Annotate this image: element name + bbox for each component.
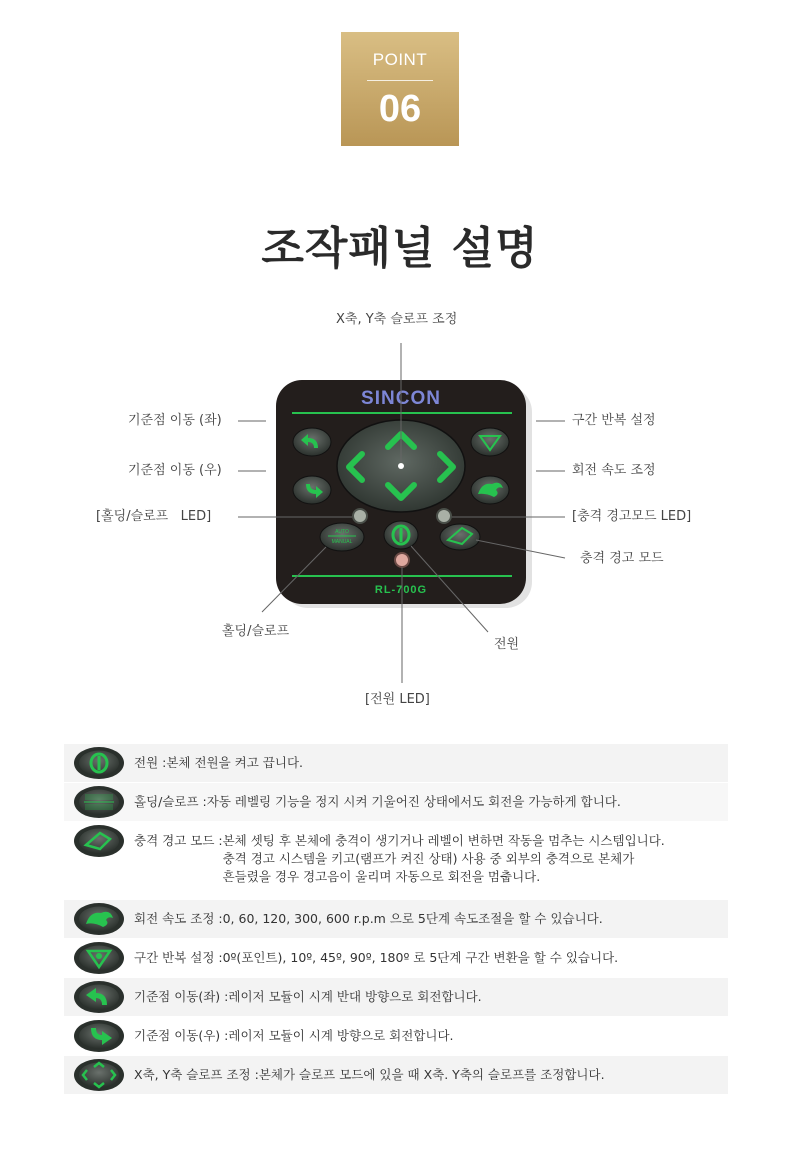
point-label: POINT	[372, 50, 428, 69]
legend-term: 기준점 이동(우) :	[134, 1028, 229, 1043]
callout-xy-slope: X축, Y축 슬로프 조정	[336, 312, 458, 327]
legend-term: 전원 :	[134, 755, 167, 770]
legend-desc: 충격 경고 시스템을 키고(램프가 켜진 상태) 사용 중 외부의 충격으로 본체가	[222, 851, 635, 866]
legend-desc: 본체 셋팅 후 본체에 충격이 생기거나 레벨이 변하면 작동을 멈추는 시스템입니다.	[222, 833, 665, 848]
shock-mode-led	[437, 509, 451, 523]
callout-power-led: [전원 LED]	[365, 692, 430, 707]
power-led	[395, 553, 409, 567]
brand-logo: SINCON	[361, 388, 441, 409]
callout-ref-left: 기준점 이동 (좌)	[128, 413, 222, 428]
legend-row-power	[64, 744, 728, 783]
power-icon	[72, 746, 126, 780]
callout-section-repeat: 구간 반복 설정	[572, 413, 656, 428]
legend-row-xy-slope	[64, 1056, 728, 1095]
legend-desc: 레이저 모듈이 시계 방향으로 회전합니다.	[228, 1028, 454, 1043]
point-number: 06	[378, 88, 422, 130]
shock-mode-button[interactable]	[440, 524, 480, 550]
callout-rotation-speed: 회전 속도 조정	[572, 463, 656, 478]
legend-desc: 자동 레벨링 기능을 정지 시켜 기울어진 상태에서도 회전을 가능하게 합니다.	[206, 794, 621, 809]
legend-row-rotation-speed	[64, 900, 728, 939]
xy-arrows-icon	[72, 1058, 126, 1092]
legend-row-ref-left	[64, 978, 728, 1017]
callout-ref-right: 기준점 이동 (우)	[128, 463, 222, 478]
legend-term: 홀딩/슬로프 :	[134, 794, 207, 809]
legend-desc: 본체가 슬로프 모드에 있을 때 X축. Y축의 슬로프를 조정합니다.	[258, 1067, 605, 1082]
legend-term: 충격 경고 모드 :	[134, 833, 223, 848]
callout-hold-slope: 홀딩/슬로프	[222, 624, 290, 639]
legend-row-hold-slope	[64, 783, 728, 822]
page-title: 조작패널 설명	[261, 223, 539, 274]
pad-center-dot	[398, 463, 404, 469]
callout-shock-mode: 충격 경고 모드	[580, 551, 664, 566]
callout-shock-led: [충격 경고모드 LED]	[572, 509, 692, 524]
legend-term: 구간 반복 설정 :	[134, 950, 223, 965]
callout-hold-led: [홀딩/슬로프 LED]	[96, 509, 212, 524]
legend-desc: 흔들렸을 경우 경고음이 울리며 자동으로 회전을 멈춥니다.	[222, 869, 541, 884]
auto-label: AUTO	[335, 529, 349, 535]
rotation-speed-icon	[72, 902, 126, 936]
section-repeat-button[interactable]	[471, 428, 509, 456]
manual-label: MANUAL	[331, 539, 353, 545]
auto-manual-icon	[72, 785, 126, 819]
legend-desc: 본체 전원을 켜고 끕니다.	[166, 755, 303, 770]
legend-desc: 레이저 모듈이 시계 반대 방향으로 회전합니다.	[228, 989, 482, 1004]
callout-power: 전원	[494, 637, 520, 652]
legend-desc: 0, 60, 120, 300, 600 r.p.m 으로 5단계 속도조절을 할 수 있습니다.	[222, 911, 603, 926]
section-repeat-icon	[72, 941, 126, 975]
legend-row-shock-mode	[64, 822, 728, 900]
arrow-left-icon	[72, 980, 126, 1014]
legend-desc: 0º(포인트), 10º, 45º, 90º, 180º 로 5단계 구간 변환을 할 수 있습니다.	[222, 950, 619, 965]
legend-term: 기준점 이동(좌) :	[134, 989, 229, 1004]
shock-icon	[72, 824, 126, 858]
legend-table	[64, 744, 728, 1095]
legend-term: 회전 속도 조정 :	[134, 911, 223, 926]
legend-term: X축, Y축 슬로프 조정 :	[134, 1067, 259, 1082]
legend-row-ref-right	[64, 1017, 728, 1056]
hold-slope-button[interactable]	[320, 523, 364, 551]
hold-slope-led	[353, 509, 367, 523]
legend-row-section-repeat	[64, 939, 728, 978]
arrow-right-icon	[72, 1019, 126, 1053]
model-label: RL-700G	[374, 584, 428, 596]
